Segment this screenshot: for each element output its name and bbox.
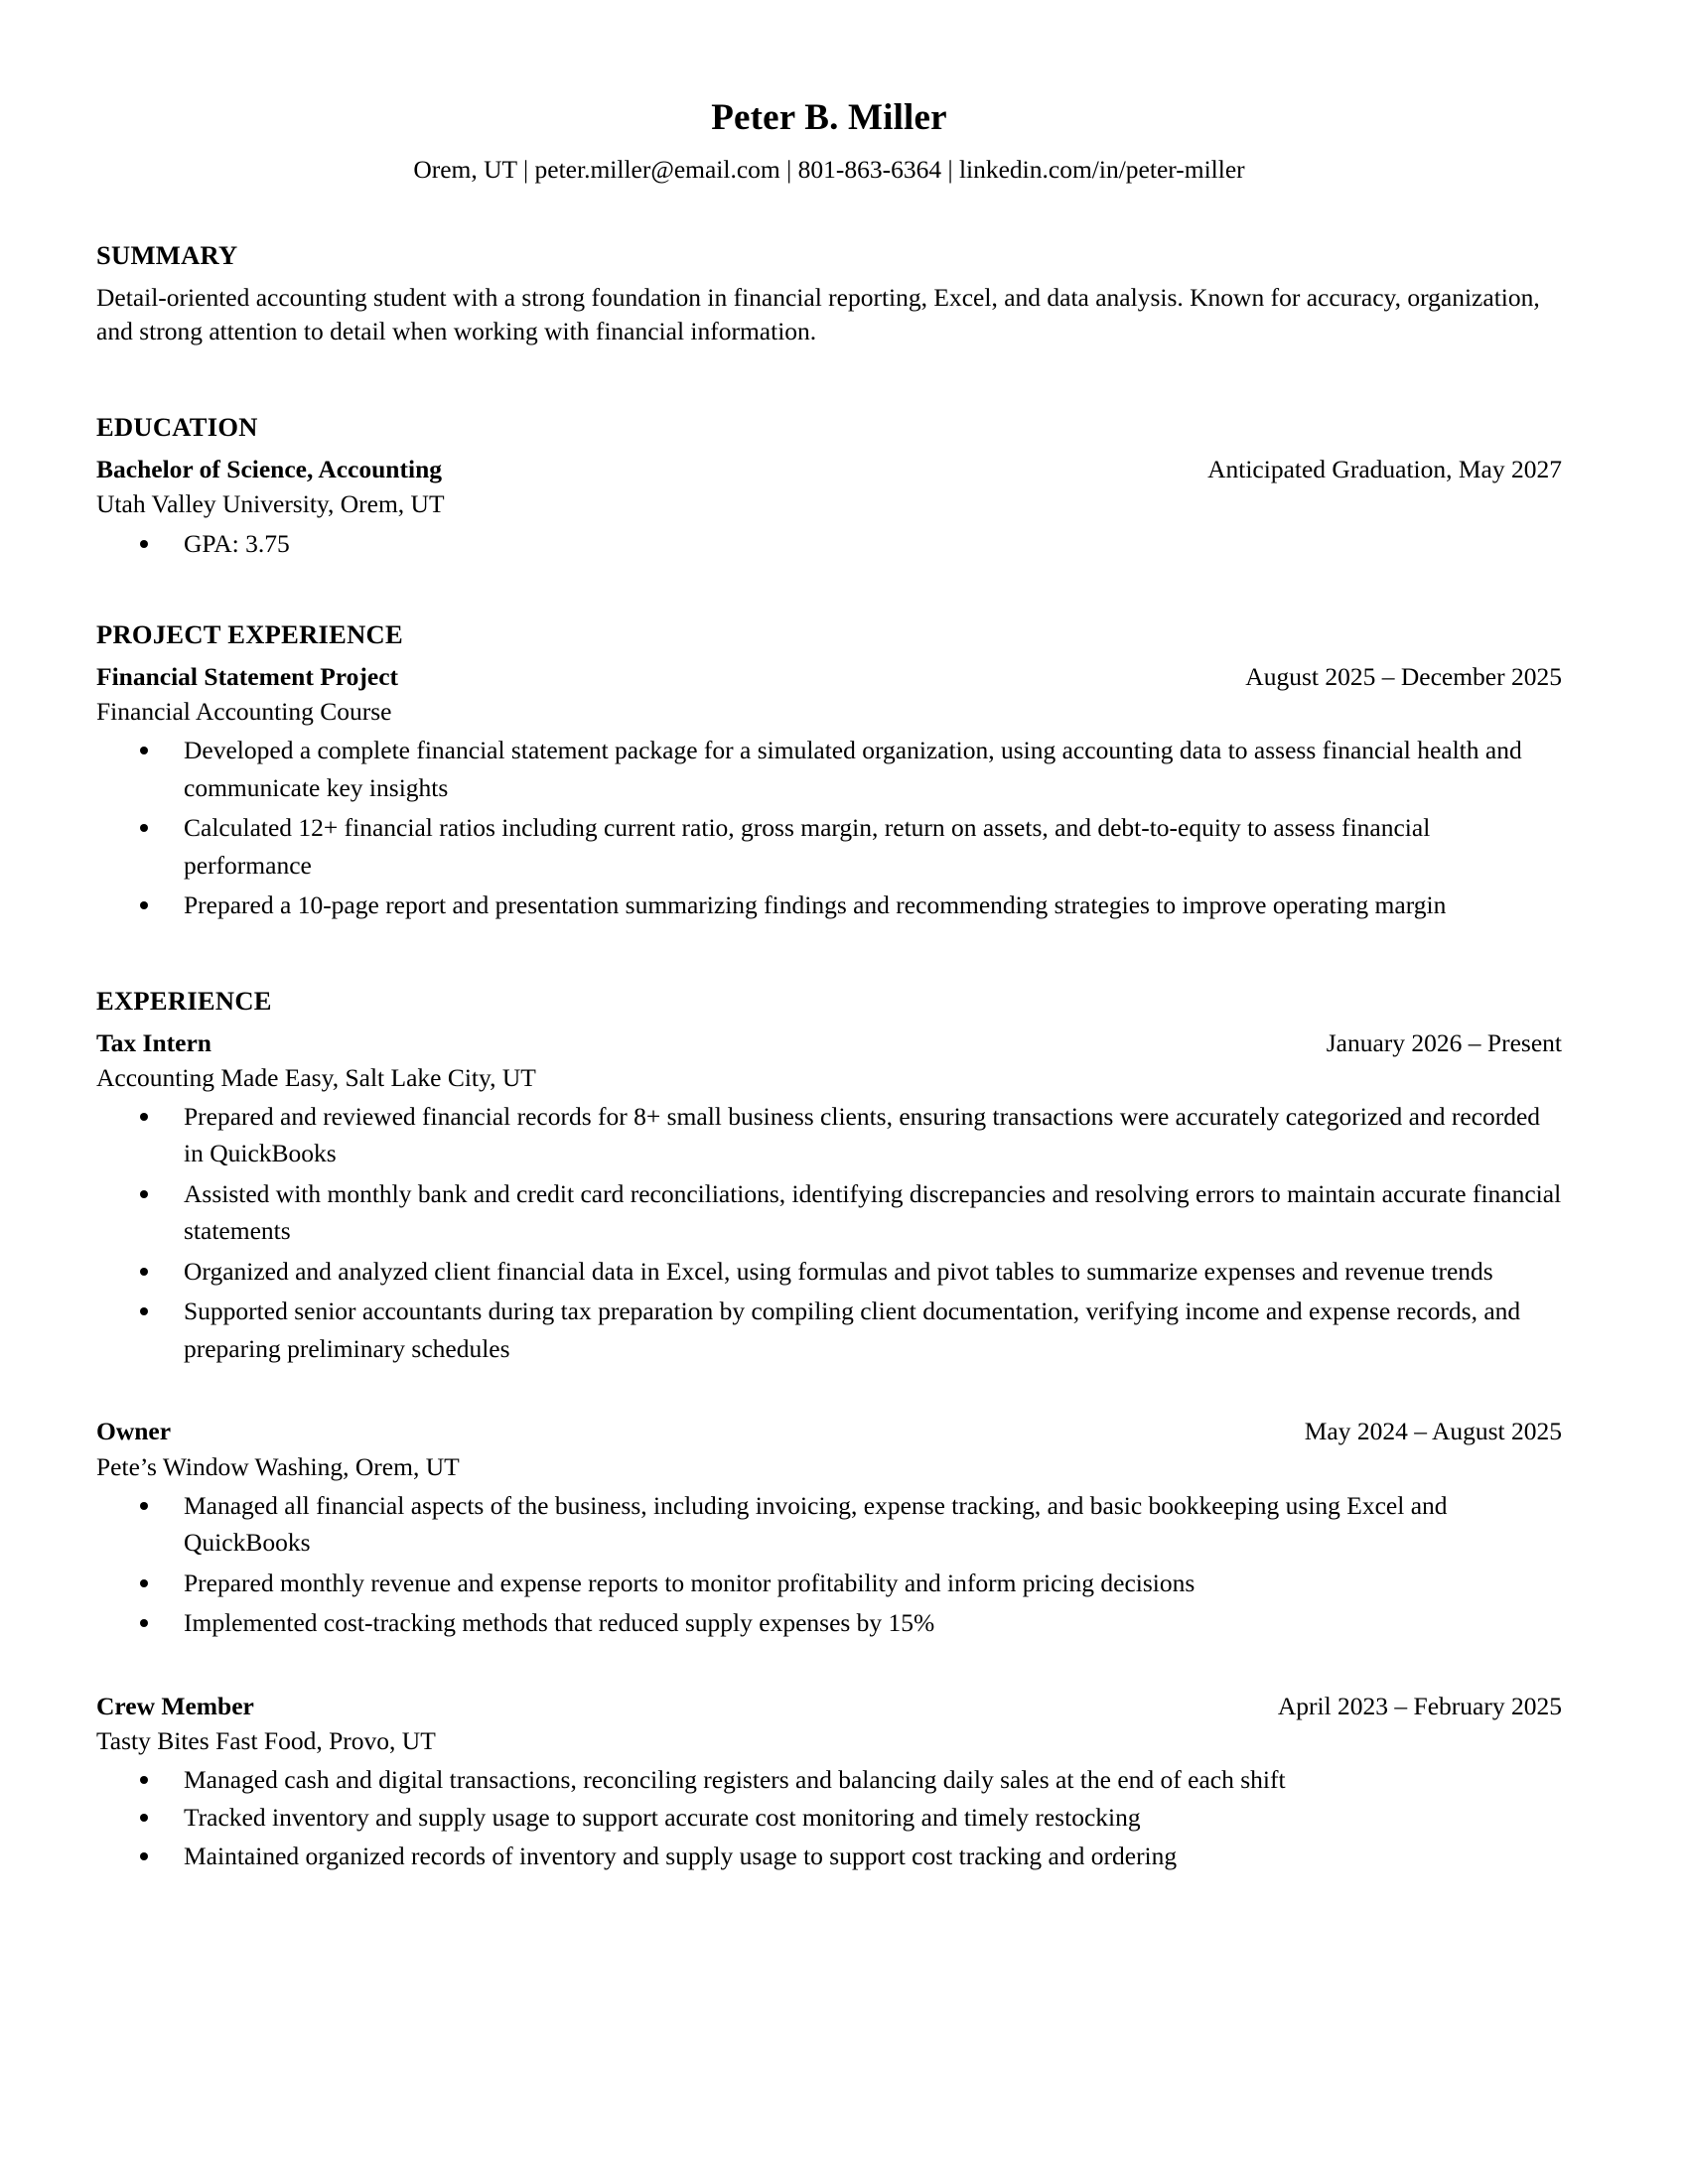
section-experience — [96, 986, 1562, 1875]
experience-title: Owner — [96, 1417, 172, 1446]
section-education — [96, 412, 1562, 562]
experience-entry-header — [96, 1690, 1562, 1722]
project-bullets — [96, 732, 1562, 923]
list-item: Organized and analyzed client financial data in Excel, using formulas and pivot tables to summarize expenses and revenue trends — [96, 1253, 1562, 1290]
experience-entry-header — [96, 1026, 1562, 1059]
experience-employer: Pete’s Window Washing, Orem, UT — [96, 1451, 460, 1481]
list-item: Implemented cost-tracking methods that reduced supply expenses by 15% — [96, 1604, 1562, 1641]
education-entry-header — [96, 453, 1562, 485]
section-heading-experience: EXPERIENCE — [96, 985, 272, 1016]
resume-header — [96, 97, 1562, 185]
experience-date: May 2024 – August 2025 — [1304, 1417, 1562, 1446]
list-item: Prepared a 10-page report and presentation summarizing findings and recommending strategies to improve operating margin — [96, 887, 1562, 923]
project-subtitle: Financial Accounting Course — [96, 697, 392, 727]
list-item: Managed all financial aspects of the business, including invoicing, expense tracking, and basic bookkeeping using Excel and QuickBooks — [96, 1487, 1562, 1562]
project-date: August 2025 – December 2025 — [1245, 662, 1562, 691]
contact-line: Orem, UT | peter.miller@email.com | 801-863-6364 | linkedin.com/in/peter-miller — [413, 154, 1245, 184]
list-item: Prepared and reviewed financial records for 8+ small business clients, ensuring transactions were accurately categorized and recorded in QuickBooks — [96, 1098, 1562, 1172]
experience-title: Crew Member — [96, 1691, 254, 1720]
project-entry-header — [96, 660, 1562, 693]
experience-bullets — [96, 1487, 1562, 1642]
list-item: Developed a complete financial statement package for a simulated organization, using accounting data to assess financial health and communicate key insights — [96, 732, 1562, 806]
section-summary — [96, 240, 1562, 348]
summary-text: Detail-oriented accounting student with a strong foundation in financial reporting, Excel, and data analysis. Known for accuracy, organization, and strong attention to detail when working with financial information. — [96, 283, 1540, 346]
experience-date: January 2026 – Present — [1326, 1027, 1562, 1057]
experience-title: Tax Intern — [96, 1027, 211, 1057]
list-item: Prepared monthly revenue and expense reports to monitor profitability and inform pricing decisions — [96, 1565, 1562, 1601]
project-entry — [96, 660, 1562, 924]
education-entry — [96, 453, 1562, 562]
experience-employer: Tasty Bites Fast Food, Provo, UT — [96, 1725, 436, 1755]
list-item: Calculated 12+ financial ratios including current ratio, gross margin, return on assets, and debt-to-equity to assess financial performance — [96, 809, 1562, 884]
experience-bullets — [96, 1761, 1562, 1874]
list-item: Assisted with monthly bank and credit card reconciliations, identifying discrepancies and resolving errors to maintain accurate financial statements — [96, 1175, 1562, 1250]
project-title: Financial Statement Project — [96, 662, 399, 691]
list-item: Managed cash and digital transactions, reconciling registers and balancing daily sales at the end of each shift — [96, 1761, 1562, 1798]
experience-entry-tax-intern — [96, 1026, 1562, 1368]
section-heading-summary: SUMMARY — [96, 240, 238, 271]
list-item: Maintained organized records of inventory and supply usage to support cost tracking and ordering — [96, 1838, 1562, 1874]
section-project-experience — [96, 619, 1562, 924]
experience-entry-crew-member — [96, 1690, 1562, 1875]
section-heading-project-experience: PROJECT EXPERIENCE — [96, 619, 403, 649]
experience-bullets — [96, 1098, 1562, 1367]
education-school: Utah Valley University, Orem, UT — [96, 489, 445, 519]
experience-employer: Accounting Made Easy, Salt Lake City, UT — [96, 1062, 536, 1092]
section-heading-education: EDUCATION — [96, 412, 258, 443]
list-item: Tracked inventory and supply usage to support accurate cost monitoring and timely restocking — [96, 1799, 1562, 1836]
experience-entry-owner — [96, 1415, 1562, 1641]
resume-content — [96, 0, 1562, 1874]
experience-entry-header — [96, 1415, 1562, 1447]
list-item: Supported senior accountants during tax preparation by compiling client documentation, verifying income and expense records, and preparing preliminary schedules — [96, 1293, 1562, 1367]
candidate-name: Peter B. Miller — [711, 97, 947, 138]
experience-date: April 2023 – February 2025 — [1277, 1691, 1562, 1720]
education-bullets — [96, 525, 1562, 562]
education-date: Anticipated Graduation, May 2027 — [1207, 455, 1562, 484]
education-degree: Bachelor of Science, Accounting — [96, 455, 442, 484]
list-item: GPA: 3.75 — [96, 525, 1562, 562]
